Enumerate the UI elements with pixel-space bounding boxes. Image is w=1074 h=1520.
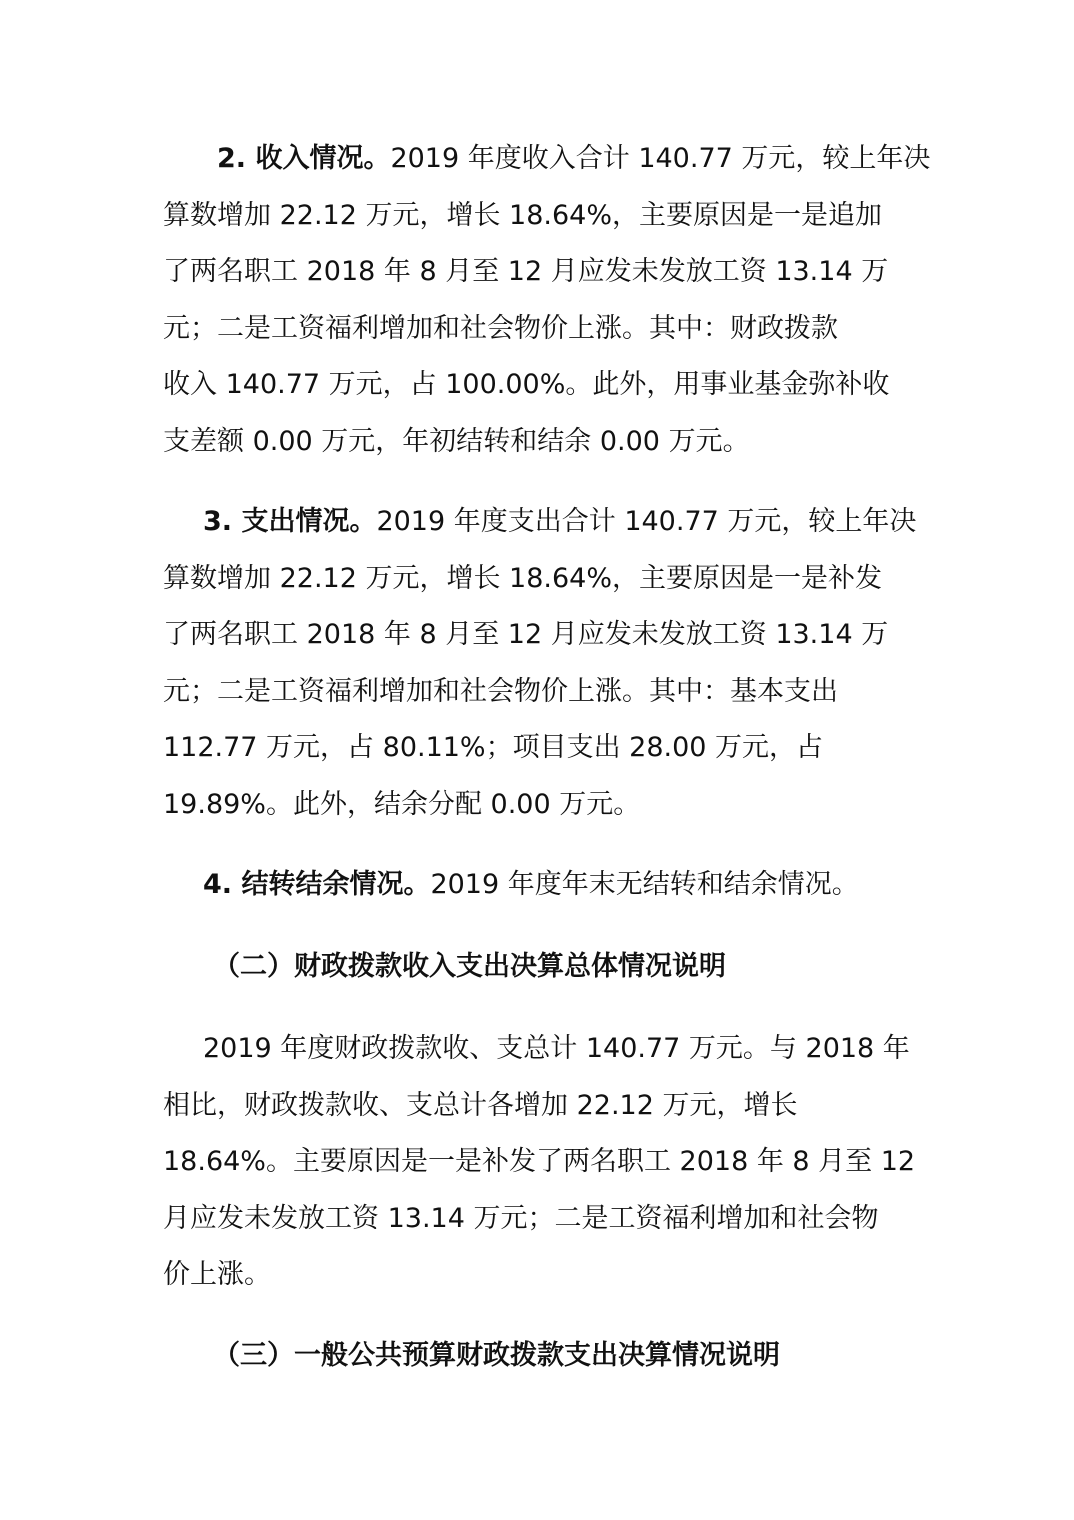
expenditure-title: 3. 支出情况。: [203, 506, 377, 537]
carryover-paragraph: [163, 857, 915, 914]
section2-heading: （二）财政拨款收入支出决算总体情况说明: [213, 951, 726, 982]
income-paragraph: [163, 131, 931, 470]
expenditure-line: 算数增加 22.12 万元，增长 18.64%，主要原因是一是补发: [163, 562, 882, 594]
expenditure-line: 112.77 万元，占 80.11%；项目支出 28.00 万元，占: [163, 732, 824, 763]
income-line: 2019 年度收入合计 140.77 万元，较上年决: [390, 143, 931, 174]
carryover-line: [163, 857, 915, 914]
carryover-text: 2019 年度年末无结转和结余情况。: [430, 869, 859, 900]
section2-line: 18.64%。主要原因是一是补发了两名职工 2018 年 8 月至 12: [163, 1146, 916, 1177]
expenditure-line: 元；二是工资福利增加和社会物价上涨。其中：基本支出: [163, 675, 838, 707]
income-line: 支差额 0.00 万元，年初结转和结余 0.00 万元。: [163, 425, 750, 457]
expenditure-paragraph: [163, 494, 915, 833]
income-line: 了两名职工 2018 年 8 月至 12 月应发未发放工资 13.14 万: [163, 256, 889, 287]
expenditure-line: 了两名职工 2018 年 8 月至 12 月应发未发放工资 13.14 万: [163, 619, 889, 650]
carryover-title: 4. 结转结余情况。: [203, 869, 431, 900]
section2-line: 月应发未发放工资 13.14 万元；二是工资福利增加和社会物: [163, 1202, 879, 1234]
expenditure-line: 2019 年度支出合计 140.77 万元，较上年决: [376, 506, 917, 537]
section2-paragraph: [163, 1021, 915, 1304]
income-line: 算数增加 22.12 万元，增长 18.64%，主要原因是一是追加: [163, 199, 882, 231]
income-line: 收入 140.77 万元，占 100.00%。此外，用事业基金弥补收: [163, 369, 890, 400]
income-first-line: [163, 131, 931, 188]
section3-heading: （三）一般公共预算财政拨款支出决算情况说明: [213, 1340, 780, 1371]
expenditure-first-line: [163, 494, 915, 551]
income-line: 元；二是工资福利增加和社会物价上涨。其中：财政拨款: [163, 312, 838, 344]
section2-line: 2019 年度财政拨款收、支总计 140.77 万元。与 2018 年: [203, 1033, 910, 1064]
section2-line: 价上涨。: [163, 1259, 271, 1290]
expenditure-line: 19.89%。此外，结余分配 0.00 万元。: [163, 788, 641, 820]
income-title: 2. 收入情况。: [217, 143, 391, 174]
section2-line: 相比，财政拨款收、支总计各增加 22.12 万元，增长: [163, 1089, 798, 1121]
